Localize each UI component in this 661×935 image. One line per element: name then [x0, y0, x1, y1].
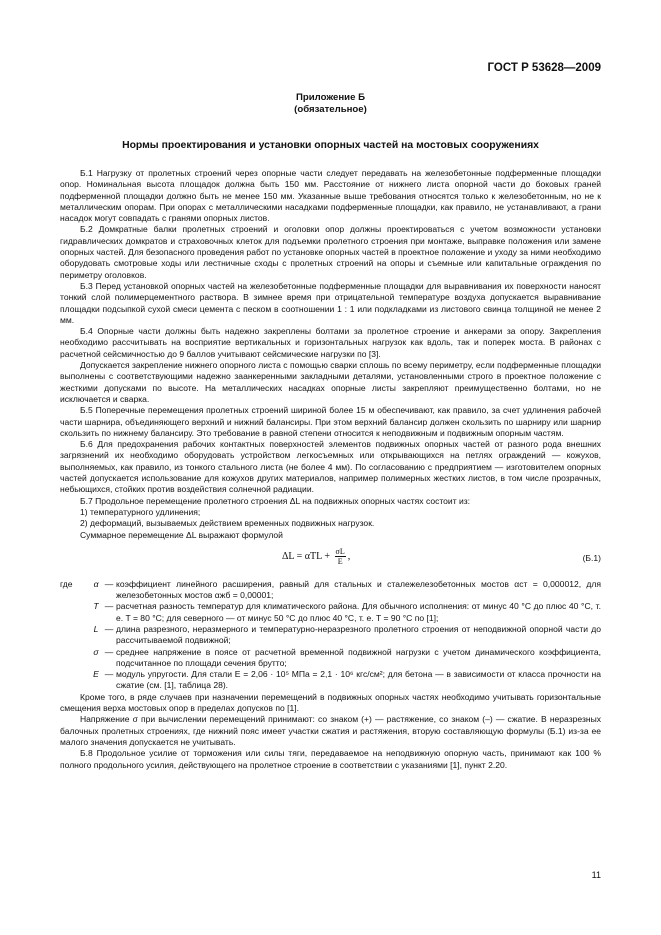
- where-dash: —: [104, 623, 114, 634]
- page-number: 11: [591, 870, 601, 880]
- where-label: [60, 624, 90, 647]
- paragraph-b8: Б.8 Продольное усилие от торможения или силы тяги, передаваемое на неподвижную опорную часть, принимают как 100 % полного продольного усилия, действующего на пролетное строение в соответствии с указаниями [1], пункт 2.20.: [60, 748, 601, 770]
- paragraph-b1: Б.1 Нагрузку от пролетных строений через опорные части следует передавать на железобетонные подферменные площадки опор. Номинальная высота площадок должна быть 150 мм. Расстояние от нижнего листа опорной части до боковых граней подферменной площадки должно быть не менее 150 мм. Указанные выше требования относятся только к железобетонным, но не к металлическим опорам. При опорах с металлическими насадками подферменные площадки, как правило, не устанавливают, а грани насадок могут совпадать с гранями опорных листов.: [60, 168, 601, 224]
- paragraph-b3: Б.3 Перед установкой опорных частей на железобетонные подферменные площадки для выравнивания их поверхности наносят тонкий слой полимерцементного раствора. В зимнее время при отрицательной температуре воздуха допускается выравнивание площадки подсыпкой сухой смеси цемента с песком в соотношении 1 : 1 или подкладками из листового свинца толщиной не менее 2 мм.: [60, 280, 601, 325]
- paragraph-b6: Б.6 Для предохранения рабочих контактных поверхностей элементов подвижных опорных частей от разного рода внешних загрязнений их необходимо оборудовать устройством легкосъемных или открывающихся на петлях ограждений — кожухов, выполняемых, как правило, из тонкого стального листа (не более 4 мм). По согласованию с предприятием — изготовителем опорных частей допускается использование для кожухов других материалов, например полимерных жестких листов, в том числе прозрачных, небьющихся, стойких против воздействия солнечной радиации.: [60, 439, 601, 495]
- formula-lhs: ΔL = αTL +: [282, 550, 331, 562]
- where-row-alpha: [60, 579, 601, 602]
- where-dash: —: [104, 669, 114, 680]
- where-text: длина разрезного, неразмерного и температурно-неразрезного пролетного строения от неподвижной опорной части до рассчитываемой подвижной;: [116, 623, 601, 646]
- paragraph-b7: Б.7 Продольное перемещение пролетного строения ΔL на подвижных опорных частях состоит из:: [80, 495, 471, 506]
- where-text: расчетная разность температур для климатического района. Для обычного исполнения: от минус 40 °С до плюс 40 °С, т. е. T = 80 °С; для северного — от минус 50 °С до плюс 40 °С, т. е. T = 90 °С по [1];: [116, 601, 601, 623]
- formula-fraction: [335, 547, 346, 566]
- formula-tail: ,: [347, 550, 351, 562]
- document-header: ГОСТ Р 53628—2009: [487, 62, 601, 74]
- formula-expression: [282, 547, 350, 566]
- where-symbol: L: [93, 623, 99, 634]
- where-text: модуль упругости. Для стали E = 2,06 · 10⁵ МПа = 2,1 · 10⁶ кгс/см²; для бетона — в зависимости от класса прочности на сжатие (см. [1], таблица 28).: [116, 669, 601, 691]
- where-label: [60, 669, 90, 692]
- section-title: Нормы проектирования и установки опорных частей на мостовых сооружениях: [122, 140, 539, 151]
- where-row-e: [60, 669, 601, 692]
- formula-denominator: E: [337, 556, 343, 566]
- formula-number: (Б.1): [582, 552, 601, 563]
- list-item-1: 1) температурного удлинения;: [80, 506, 201, 517]
- paragraph-b4-cont: Допускается закрепление нижнего опорного листа с помощью сварки сплошь по всему периметру, если подферменные площадки выполнены с соответствующими надежно заанкеренными закладными деталями, установленными строго в проектное положение с жесткими допусками по высоте. На металлических насадках опорные листы закрепляют преимущественно болтами, но не исключается и сварка.: [60, 360, 601, 404]
- paragraph-after-2: Напряжение σ при вычислении перемещений принимают: со знаком (+) — растяжение, со знаком (–) — сжатие. В неразрезных балочных пролетных строениях, где нижний пояс имеет участки сжатия и растяжения, вторую составляющую формулы (Б.1) из-за ее малого значения допускается не учитывать.: [60, 714, 601, 747]
- paragraph-b5: Б.5 Поперечные перемещения пролетных строений шириной более 15 м обеспечивают, как правило, за счет удлинения рабочей части шарнира, объединяющего верхний и нижний балансиры. При этом верхний балансир должен скользить по шарниру или шарнир скользить по нижнему балансиру. Это требование в равной степени относится к неподвижным и подвижным опорным частям.: [60, 405, 601, 438]
- appendix-subtitle: (обязательное): [294, 104, 367, 115]
- where-text: среднее напряжение в поясе от расчетной временной подвижной нагрузки с учетом динамического коэффициента, подсчитанное по площади сечения брутто;: [116, 646, 601, 668]
- where-label: [60, 647, 90, 670]
- where-symbol: E: [93, 669, 99, 680]
- where-dash: —: [104, 601, 114, 612]
- appendix-title: Приложение Б: [296, 92, 365, 103]
- where-symbol: σ: [93, 646, 99, 657]
- where-row-sigma: [60, 647, 601, 670]
- paragraph-b4: Б.4 Опорные части должны быть надежно закреплены болтами за пролетное строение и анкерами за опору. Закрепления необходимо рассчитывать на восприятие вертикальных и горизонтальных нагрузок как вдоль, так и поперек моста. В районах с расчетной сейсмичностью до 9 баллов учитывают сейсмические нагрузки по [3].: [60, 326, 601, 359]
- where-dash: —: [104, 578, 114, 589]
- formula-intro: Суммарное перемещение ΔL выражают формулой: [80, 529, 283, 540]
- paragraph-after-1: Кроме того, в ряде случаев при назначении перемещений в подвижных опорных частях необходимо учитывать горизонтальные смещения верха мостовых опор в пределах допусков по [1].: [60, 691, 601, 714]
- formula-numerator: σL: [335, 546, 345, 556]
- where-text: коэффициент линейного расширения, равный для стальных и сталежелезобетонных мостов αст = 0,000012, для железобетонных мостов αжб = 0,00001;: [116, 578, 601, 601]
- where-symbol: α: [93, 578, 99, 589]
- where-label: [60, 601, 90, 624]
- list-item-2: 2) деформаций, вызываемых действием временных подвижных нагрузок.: [80, 518, 375, 529]
- where-label: где: [60, 578, 73, 589]
- formula-b1: [60, 543, 601, 575]
- body-text: [60, 168, 601, 771]
- where-dash: —: [104, 646, 114, 657]
- paragraph-b2: Б.2 Домкратные балки пролетных строений и оголовки опор должны проектироваться с учетом возможности установки гидравлических домкратов и страховочных клеток для подъемки пролетного строения при монтаже, выправке положения или замене опорных частей. Для безопасного проведения работ по установке опорных частей в проектное положение и уходу за ними необходимо оборудовать смотровые ходы или лестничные сходы с пролетных строений на опоры и съемные или капитальные ограждения по периметру оголовков.: [60, 224, 601, 280]
- where-row-t: [60, 601, 601, 624]
- where-row-l: [60, 624, 601, 647]
- where-symbol: T: [93, 601, 99, 612]
